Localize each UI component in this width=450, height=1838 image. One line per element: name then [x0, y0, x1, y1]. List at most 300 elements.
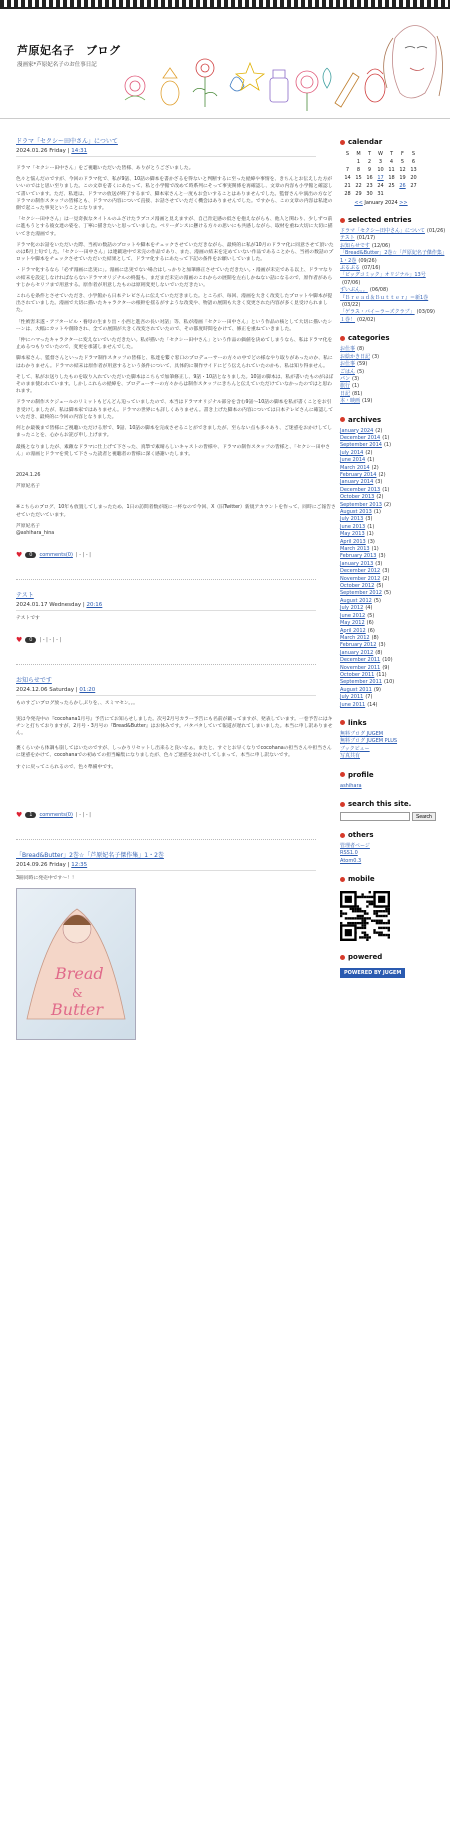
category-item — [340, 354, 446, 361]
bullet-icon — [340, 720, 345, 725]
archives-heading-text: archives — [348, 415, 382, 424]
powered-heading-text: powered — [348, 953, 383, 962]
archive-count: (2) — [383, 501, 392, 508]
archive-link[interactable]: February 2014 — [340, 471, 377, 478]
archive-count: (8) — [375, 649, 383, 656]
entry — [16, 842, 336, 1040]
calendar-day: 15 — [355, 175, 362, 181]
others-item — [340, 858, 446, 865]
entry-paragraph: テストです — [16, 616, 40, 622]
separator: | - | - | - | — [39, 637, 62, 644]
calendar-day: 23 — [366, 183, 373, 189]
selected-entries-heading-text: selected entries — [348, 216, 412, 224]
category-link[interactable]: パン — [340, 375, 351, 382]
archive-item — [340, 487, 446, 494]
jugem-badge[interactable]: POWERED BY JUGEM — [340, 968, 405, 978]
categories-heading-text: categories — [348, 334, 390, 343]
selected-entry-link[interactable]: １巻！ — [340, 316, 356, 323]
archive-item — [340, 620, 446, 627]
archive-count: (1) — [383, 442, 392, 449]
bullet-icon — [340, 802, 345, 807]
entry-author-handle: 芦原妃名子 @ashihara_hina — [16, 523, 55, 536]
archive-link[interactable]: January 2013 — [340, 560, 374, 567]
entry-time-link[interactable]: 12:35 — [71, 861, 88, 868]
selected-entry-link[interactable]: テスト — [340, 235, 355, 242]
archive-count: (1) — [373, 509, 381, 515]
archive-count: (10) — [382, 657, 393, 664]
archive-link[interactable]: July 2014 — [340, 449, 364, 456]
selected-entry-count: (01/17) — [356, 235, 376, 242]
calendar-weekday: M — [356, 151, 361, 157]
entry-paragraph: ※こちらのブログ、10年も放置してしまったため、1日の訪問者数が既に一杯なので今回、X（旧Twitter）新規アカウントを作って、同時にご報告させていただいています。 — [16, 505, 336, 518]
archive-count: (9) — [373, 686, 381, 693]
category-link[interactable]: 旅行 — [340, 383, 351, 390]
selected-entry-link[interactable]: 「Bread&Butter」2巻☆「芦原妃名子傑作集」1・2巻 — [340, 250, 445, 264]
comments-link[interactable]: comments(0) — [39, 552, 73, 559]
entry-paragraph: 3冊同時に発売中です〜！！ — [16, 875, 77, 881]
archive-item — [340, 457, 446, 464]
archive-link[interactable]: March 2013 — [340, 546, 370, 553]
archives-heading — [340, 416, 446, 424]
archive-link[interactable]: November 2012 — [340, 575, 381, 582]
archive-link[interactable]: December 2013 — [340, 486, 381, 493]
calendar-weekday: T — [367, 151, 372, 157]
archive-item — [340, 435, 446, 442]
archive-link[interactable]: December 2011 — [340, 657, 381, 664]
archive-item — [340, 657, 446, 664]
bullet-icon — [340, 417, 345, 422]
entry-date: 2024.01.17 Wednesday | 20:16 — [16, 602, 316, 611]
archive-link[interactable]: December 2014 — [340, 434, 381, 441]
category-count: (59) — [357, 361, 368, 368]
separator: | - | - | — [75, 552, 91, 559]
heart-icon[interactable]: ♥ — [16, 810, 23, 819]
calendar-day: 3 — [378, 159, 383, 165]
links-heading — [340, 719, 446, 727]
others-link[interactable]: Atom0.3 — [340, 857, 362, 864]
calendar-day: 2 — [367, 159, 372, 165]
category-item — [340, 398, 446, 405]
calendar-day[interactable]: 17 — [377, 175, 384, 181]
selected-entry-item — [340, 228, 446, 235]
entry-time-link[interactable]: 20:16 — [86, 602, 103, 609]
archive-link[interactable]: June 2011 — [340, 701, 366, 708]
calendar-week-row — [342, 174, 419, 182]
archive-link[interactable]: August 2011 — [340, 686, 372, 693]
heart-icon[interactable]: ♥ — [16, 636, 23, 645]
comments-link[interactable]: comments(0) — [39, 811, 73, 818]
profile-heading-text: profile — [348, 770, 374, 779]
entry-paragraph: 最後となりましたが、素敵なドラマに仕上げて下さった、真摯で素晴らしいキャストの皆様や、ドラマの制作スタッフの皆様と、「セクシー田中さん」の漫画とドラマを愛して下さった読者と視聴者の皆様に深く感謝いたします。 — [16, 444, 331, 457]
entry-divider — [16, 839, 316, 840]
link-link[interactable]: 無料ブログ JUGEM — [340, 730, 384, 737]
selected-entry-count: (09/26) — [358, 257, 377, 264]
category-link[interactable]: お仕事 — [340, 361, 356, 368]
archive-item — [340, 494, 446, 501]
archive-count: (1) — [366, 531, 374, 538]
entry-divider — [16, 664, 316, 665]
archive-count: (2) — [375, 427, 383, 434]
entry-title[interactable]: テスト — [16, 592, 34, 600]
archive-item — [340, 546, 446, 553]
calendar-day: 16 — [366, 175, 373, 181]
archive-item — [340, 687, 446, 694]
calendar-day: 13 — [410, 167, 417, 173]
selected-entry-link[interactable]: 「ゲラス・バイーラーズクラブ」 — [340, 309, 415, 316]
entry-date: 2024.01.26 Friday | 14:31 — [16, 148, 316, 157]
archive-link[interactable]: May 2012 — [340, 620, 365, 627]
others-item — [340, 843, 446, 850]
calendar-month: January 2024 — [364, 200, 398, 206]
archive-count: (14) — [367, 701, 378, 708]
book-cover-image[interactable] — [16, 888, 136, 1040]
selected-entry-count: (01/26) — [426, 228, 446, 234]
archive-item — [340, 450, 446, 457]
link-link[interactable]: 無料ブログ JUGEM PLUS — [340, 738, 398, 745]
site-subtitle: 漫画家*芦原妃名子のお仕事日記 — [17, 62, 97, 68]
category-item — [340, 369, 446, 376]
archive-count: (3) — [375, 479, 383, 486]
selected-entry-link[interactable]: ずいぶん。。 — [340, 287, 368, 294]
archive-item — [340, 531, 446, 538]
selected-entry-link[interactable]: 「ビッグコミック」オリジナル」13号 — [340, 272, 426, 279]
archive-link[interactable]: September 2012 — [340, 590, 382, 597]
archive-item — [340, 590, 446, 597]
archive-link[interactable]: January 2024 — [340, 427, 374, 434]
category-link[interactable]: 日記 — [340, 390, 351, 397]
calendar-nav — [340, 200, 422, 206]
bullet-icon — [340, 833, 345, 838]
entry-title[interactable]: ドラマ「セクシー田中さん」について — [16, 138, 118, 145]
like-count-badge[interactable]: 0 — [25, 552, 36, 558]
archive-count: (1) — [382, 434, 390, 441]
link-link[interactable]: ブックビュー — [340, 745, 370, 752]
calendar-day: 27 — [410, 183, 417, 189]
others-link[interactable]: RSS1.0 — [340, 850, 358, 857]
entry-date-text: 2014.09.26 Friday — [16, 861, 66, 868]
calendar-day: 12 — [399, 167, 406, 173]
entry-footer — [16, 811, 336, 819]
category-count: (5) — [357, 368, 365, 375]
powered-heading — [340, 953, 446, 961]
archive-link[interactable]: October 2013 — [340, 494, 375, 501]
calendar-day[interactable]: 26 — [399, 183, 406, 189]
calendar-day: 31 — [377, 191, 384, 197]
calendar-day: 28 — [344, 191, 351, 197]
category-item — [340, 361, 446, 368]
selected-entries-heading — [340, 216, 446, 224]
entry-paragraph: ものすごいブログ放ったらかしぶりを、、スミマセン。。。 — [16, 701, 138, 707]
archive-link[interactable]: September 2013 — [340, 501, 382, 508]
calendar-heading-text: calendar — [348, 138, 383, 146]
header-illustration-icon — [95, 8, 450, 118]
entry-date: 2024.12.06 Saturday | 01:20 — [16, 687, 316, 696]
calendar-day — [342, 158, 353, 166]
site-header — [0, 0, 450, 119]
category-item — [340, 383, 446, 390]
category-item — [340, 391, 446, 398]
archive-link[interactable]: April 2013 — [340, 538, 366, 545]
archive-link[interactable]: February 2012 — [340, 642, 377, 649]
archive-count: (2) — [371, 464, 379, 471]
archive-link[interactable]: October 2012 — [340, 583, 375, 590]
entry-paragraph: これらを条件とさせていただき、小学館から日本テレビさんに伝えていただきました。ところが、毎回、漫画を大きく改変したプロットや脚本が提出されていました。漫画で大切に描いたキャラクターの根幹を揺るがすような改変や、物語の展開も大きく変更された内容が多く見受けられました。 — [16, 294, 333, 314]
archive-link[interactable]: September 2011 — [340, 679, 382, 686]
entry-paragraph: 「仲にハマったキャラクターに変えないでいただきたい。私が描いた「セクシー田中さん」という作品の価値を決めてしまうなら、私はドラマ化を止めるつもりでいたので、変更を承諾しませんでした。 — [16, 338, 333, 351]
others-heading — [340, 831, 446, 839]
archive-item — [340, 516, 446, 523]
selected-entry-count: (02/02) — [357, 316, 376, 323]
search-heading-text: search this site. — [348, 800, 412, 808]
entry-paragraph: 色々と悩んだのですが、今回のドラマ化で、私が9話、10話の脚本を書かざるを得ないと判断するに至った経緯や事情を、きちんとお伝えした方がいいのではと思い至りました。この文章を書くにあたって、私と小学館で改めて時系列にそって事実関係を再確認し、文章の内容も小学館と確認して書いています。ただ、私達は、ドラマの放送が終了するまで、脚本家さんと一度もお会いすることはありませんでした。監督さんや演出の方などドラマの制作スタッフの皆様とも、ドラマの内容について直接、お話させていただく機会はありませんでした。ですから、この文章の内容は私達の側で起こった事実ということになります。 — [16, 177, 333, 212]
qr-code-icon — [340, 891, 390, 941]
calendar-day — [408, 190, 419, 198]
calendar-day: 25 — [388, 183, 395, 189]
archive-item — [340, 694, 446, 701]
calendar-weekday: W — [378, 151, 383, 157]
archive-item — [340, 628, 446, 635]
selected-entry-item — [340, 235, 446, 242]
selected-entry-count: (07/16) — [362, 265, 381, 272]
archive-count: (4) — [365, 605, 373, 612]
archive-item — [340, 650, 446, 657]
calendar-day: 7 — [345, 167, 350, 173]
archive-link[interactable]: August 2013 — [340, 509, 372, 515]
archive-item — [340, 472, 446, 479]
archive-count: (6) — [367, 627, 375, 634]
like-count-badge[interactable]: 0 — [25, 637, 36, 643]
archive-item — [340, 465, 446, 472]
archive-count: (5) — [383, 590, 392, 597]
archive-count: (9) — [382, 664, 390, 671]
link-item — [340, 738, 446, 745]
heart-icon[interactable]: ♥ — [16, 551, 23, 560]
entry-time-link[interactable]: 14:31 — [71, 148, 88, 154]
category-count: (3) — [372, 353, 380, 360]
calendar-day: 14 — [344, 175, 351, 181]
entry-footer — [16, 551, 336, 559]
calendar-day — [397, 190, 408, 198]
entry-paragraph: ドラマ「セクシー田中さん」をご視聴いただいた皆様、ありがとうございました。 — [16, 166, 194, 171]
entry-title[interactable]: 「Bread&Butter」2巻☆「芦原妃名子傑作集」1・2巻 — [16, 851, 164, 859]
calendar-day: 21 — [344, 183, 351, 189]
categories-heading — [340, 334, 446, 342]
archive-item — [340, 635, 446, 642]
archive-count: (3) — [375, 560, 383, 567]
book-cover-title-line: Butter — [51, 999, 104, 1019]
calendar-day: 20 — [410, 175, 417, 181]
selected-entry-item — [340, 317, 446, 324]
search-input[interactable] — [340, 812, 410, 821]
archive-item — [340, 605, 446, 612]
archive-link[interactable]: July 2012 — [340, 605, 364, 612]
archive-link[interactable]: January 2012 — [340, 649, 374, 656]
calendar-day: 9 — [367, 167, 372, 173]
entry-footer — [16, 636, 336, 644]
entry-paragraph: ドラマの制作スケジュールのリミットもどんどん迫っていましたので、本当はドラマオリジナル部分を含む9話〜10話の脚本を私が書くことをお引き受けしましたが、私は脚本家ではありません。ドラマの世界にも詳しくありません。書き上げた脚本の内容については日本テレビさんに確認していただき、最終的に今回の内容となりました。 — [16, 400, 333, 420]
archive-link[interactable]: October 2011 — [340, 671, 375, 678]
archive-item — [340, 479, 446, 486]
selected-entry-count: (12/06) — [371, 242, 391, 249]
archive-count: (8) — [371, 634, 379, 641]
archive-link[interactable]: February 2013 — [340, 553, 377, 560]
archive-link[interactable]: July 2011 — [340, 694, 364, 701]
entry-paragraph: 「性被害未遂・アフターピル・養母の生まり出・小西と進吾の長い対話」等、私が漫画「セクシー田中さん」という作品の核として大切に描いたシーンは、大幅にカットや削除され、全ての展開が大きく改変されていたので、その都度時間をかけて、修正を重ねていきました。 — [16, 319, 333, 332]
profile-list — [340, 783, 446, 790]
link-link[interactable]: 写真共有 — [340, 753, 361, 760]
category-link[interactable]: お絵かき日記 — [340, 353, 371, 360]
archive-link[interactable]: June 2012 — [340, 612, 366, 619]
links-list — [340, 731, 446, 761]
bullet-icon — [340, 955, 345, 960]
archives-list — [340, 428, 446, 709]
calendar-day: 22 — [355, 183, 362, 189]
category-link[interactable]: 本・映画 — [340, 398, 361, 405]
calendar-heading — [340, 138, 446, 146]
bullet-icon — [340, 772, 345, 777]
archive-item — [340, 642, 446, 649]
calendar-weekday: T — [389, 151, 394, 157]
calendar-day: 6 — [411, 159, 416, 165]
calendar-day: 10 — [377, 167, 384, 173]
selected-entry-item — [340, 250, 446, 265]
archive-link[interactable]: August 2012 — [340, 597, 372, 604]
selected-entry-link[interactable]: お知らせです — [340, 242, 370, 249]
calendar-weekday: S — [411, 151, 416, 157]
archive-count: (3) — [365, 516, 373, 523]
archive-count: (3) — [367, 538, 375, 545]
calendar-day: 30 — [366, 191, 373, 197]
main-content — [16, 128, 336, 1833]
separator: | - | - | — [75, 811, 91, 818]
category-count: (1) — [352, 383, 360, 390]
category-count: (81) — [352, 390, 363, 397]
archive-item — [340, 509, 446, 516]
like-count-badge[interactable]: 1 — [25, 812, 36, 818]
archive-item — [340, 539, 446, 546]
book-cover-illustration-icon — [17, 889, 135, 1039]
archive-count: (11) — [376, 671, 387, 678]
archive-item — [340, 442, 446, 449]
others-item — [340, 850, 446, 857]
archive-count: (3) — [382, 568, 390, 575]
calendar-prev-link[interactable]: << — [354, 200, 363, 206]
archive-item — [340, 665, 446, 672]
selected-entry-count: (03/22) — [342, 302, 361, 309]
archive-item — [340, 524, 446, 531]
selected-entry-item — [340, 272, 446, 287]
archive-count: (5) — [367, 612, 375, 619]
entry-title[interactable]: お知らせです — [16, 677, 52, 685]
mobile-heading — [340, 875, 446, 883]
selected-entry-link[interactable]: ぶるぶる — [340, 265, 361, 272]
entry-divider — [16, 579, 316, 580]
links-heading-text: links — [348, 718, 367, 727]
calendar-week-row — [342, 182, 419, 190]
archive-link[interactable]: March 2012 — [340, 634, 370, 641]
selected-entry-count: (06/08) — [369, 287, 389, 294]
archive-count: (3) — [378, 642, 386, 649]
calendar-day: 18 — [388, 175, 395, 181]
archive-link[interactable]: January 2014 — [340, 479, 374, 486]
calendar-table — [342, 150, 419, 198]
selected-entry-link[interactable]: ドラマ「セクシー田中さん」について — [340, 228, 425, 234]
entry-body — [16, 700, 336, 770]
archive-item — [340, 576, 446, 583]
archive-link[interactable]: July 2013 — [340, 516, 364, 523]
calendar-week-row — [342, 166, 419, 174]
archive-link[interactable]: June 2013 — [340, 523, 366, 530]
book-cover-title-line: & — [72, 985, 83, 1000]
entry-paragraph: 「セクシー田中さん」は一見奇抜なタイトルのふざけたラブコメ漫画と見えますが、自己肯定感の低さを抱えながらも、他人と関わり、少しずつ前に進もうとする彼女達の姿を、丁寧に描きたいと思っていました。ベリーダンスに懸ける方々の思いにも共感しながら、取材を重ね大切に大切に描いてきた漫画です。 — [16, 217, 333, 237]
archive-count: (2) — [378, 471, 386, 478]
entry-signature: 芦原妃名子 — [16, 484, 40, 490]
others-link[interactable]: 管理者ページ — [340, 843, 370, 849]
entry-paragraph: ・ドラマ化するなら「必ず漫画に忠実に」。漫画に忠実でない場合はしっかりと加筆修正させていただきたい。・漫画が未完である以上、ドラマなりの結末を設定しなければならないドラマオリジナルの終盤も、まだまだ未完の漫画のこれからの展開を左右しかねない話になるので、原作者があらすじからセリフまで用意する。原作者が用意したものは原則変更しないでいただきたい。 — [16, 268, 333, 288]
entry-date: 2014.09.26 Friday | 12:35 — [16, 862, 316, 871]
category-count: (8) — [357, 346, 365, 353]
entry-body — [16, 615, 336, 622]
entry-body — [16, 875, 336, 882]
calendar-header-row — [342, 150, 419, 158]
selected-entry-item — [340, 287, 446, 294]
search-heading — [340, 800, 446, 808]
mobile-heading-text: mobile — [348, 875, 375, 884]
entry-signature-date: 2024.1.26 — [16, 472, 41, 478]
calendar-day: 19 — [399, 175, 406, 181]
category-link[interactable]: お仕事 — [340, 346, 356, 353]
archive-link[interactable]: June 2014 — [340, 457, 366, 464]
archive-item — [340, 568, 446, 575]
bullet-icon — [340, 336, 345, 341]
site-title[interactable]: 芦原妃名子 ブログ — [17, 44, 121, 57]
category-link[interactable]: ごはん — [340, 368, 356, 375]
archive-count: (5) — [373, 597, 381, 604]
archive-item — [340, 672, 446, 679]
bullet-icon — [340, 877, 345, 882]
film-strip-border — [0, 0, 450, 7]
bullet-icon — [340, 218, 345, 223]
archive-link[interactable]: November 2011 — [340, 664, 381, 671]
calendar-day: 29 — [355, 191, 362, 197]
categories-list — [340, 346, 446, 405]
archive-item — [340, 679, 446, 686]
others-list — [340, 843, 446, 865]
profile-link[interactable]: ashihara — [340, 782, 362, 789]
archive-link[interactable]: December 2012 — [340, 568, 381, 575]
calendar-next-link[interactable]: >> — [399, 200, 408, 206]
calendar-day — [386, 190, 397, 198]
entry-paragraph: 裏くらいから体調も崩してはいたのですが、しっかりリセットし出来ると良いなぁ。またと、すぐとお早くなりでcocohanaの担当さんや担当さんに迷惑をかけて、cocohanaでの初めての担当編集になりましたが、色々ご迷惑をおかけしてしまって、本当に申し訳ないです。 — [16, 746, 332, 759]
entry-paragraph: そして、私がお送りしたものを取り入れていただいた脚本はこちらで加筆修正し、9話・10話となりました。10話の脚本は、私が書いたものがほぼそのまま使われています。しかしこれらの経緯を、プロデューサーの方々からは制作スタッフにきちんと伝えていただけていなかったのではと思われます。 — [16, 374, 334, 395]
entry — [16, 128, 336, 559]
archive-item — [340, 598, 446, 605]
selected-entry-link[interactable]: 『Ｂｒｅａｄ＆Ｂｕｔｔｅｒ』＝新1巻 — [340, 294, 429, 301]
entry-time-link[interactable]: 01:20 — [79, 687, 96, 694]
archive-link[interactable]: April 2012 — [340, 627, 366, 634]
calendar-day: 5 — [400, 159, 405, 165]
search-button[interactable]: Search — [412, 812, 436, 821]
archive-link[interactable]: September 2014 — [340, 442, 382, 449]
entry-date-text: 2024.01.17 Wednesday — [16, 602, 82, 609]
archive-link[interactable]: May 2013 — [340, 531, 365, 538]
entry-paragraph: 脚本家さん、監督さんといったドラマ制作スタッフの皆様と、私達を繋ぐ窓口のプロデューサーの方々の中でどの様なやり取りがあったのか、私にはわかりません。ドラマの結末は原作者が用意するという条件について、具体的に制作サイドにどう伝えられていたのかも、私は知り得ません。 — [16, 356, 333, 369]
archive-item — [340, 428, 446, 435]
archive-count: (1) — [367, 523, 375, 530]
entry-body — [16, 165, 336, 537]
archive-link[interactable]: March 2014 — [340, 464, 370, 471]
calendar-day: 4 — [389, 159, 394, 165]
